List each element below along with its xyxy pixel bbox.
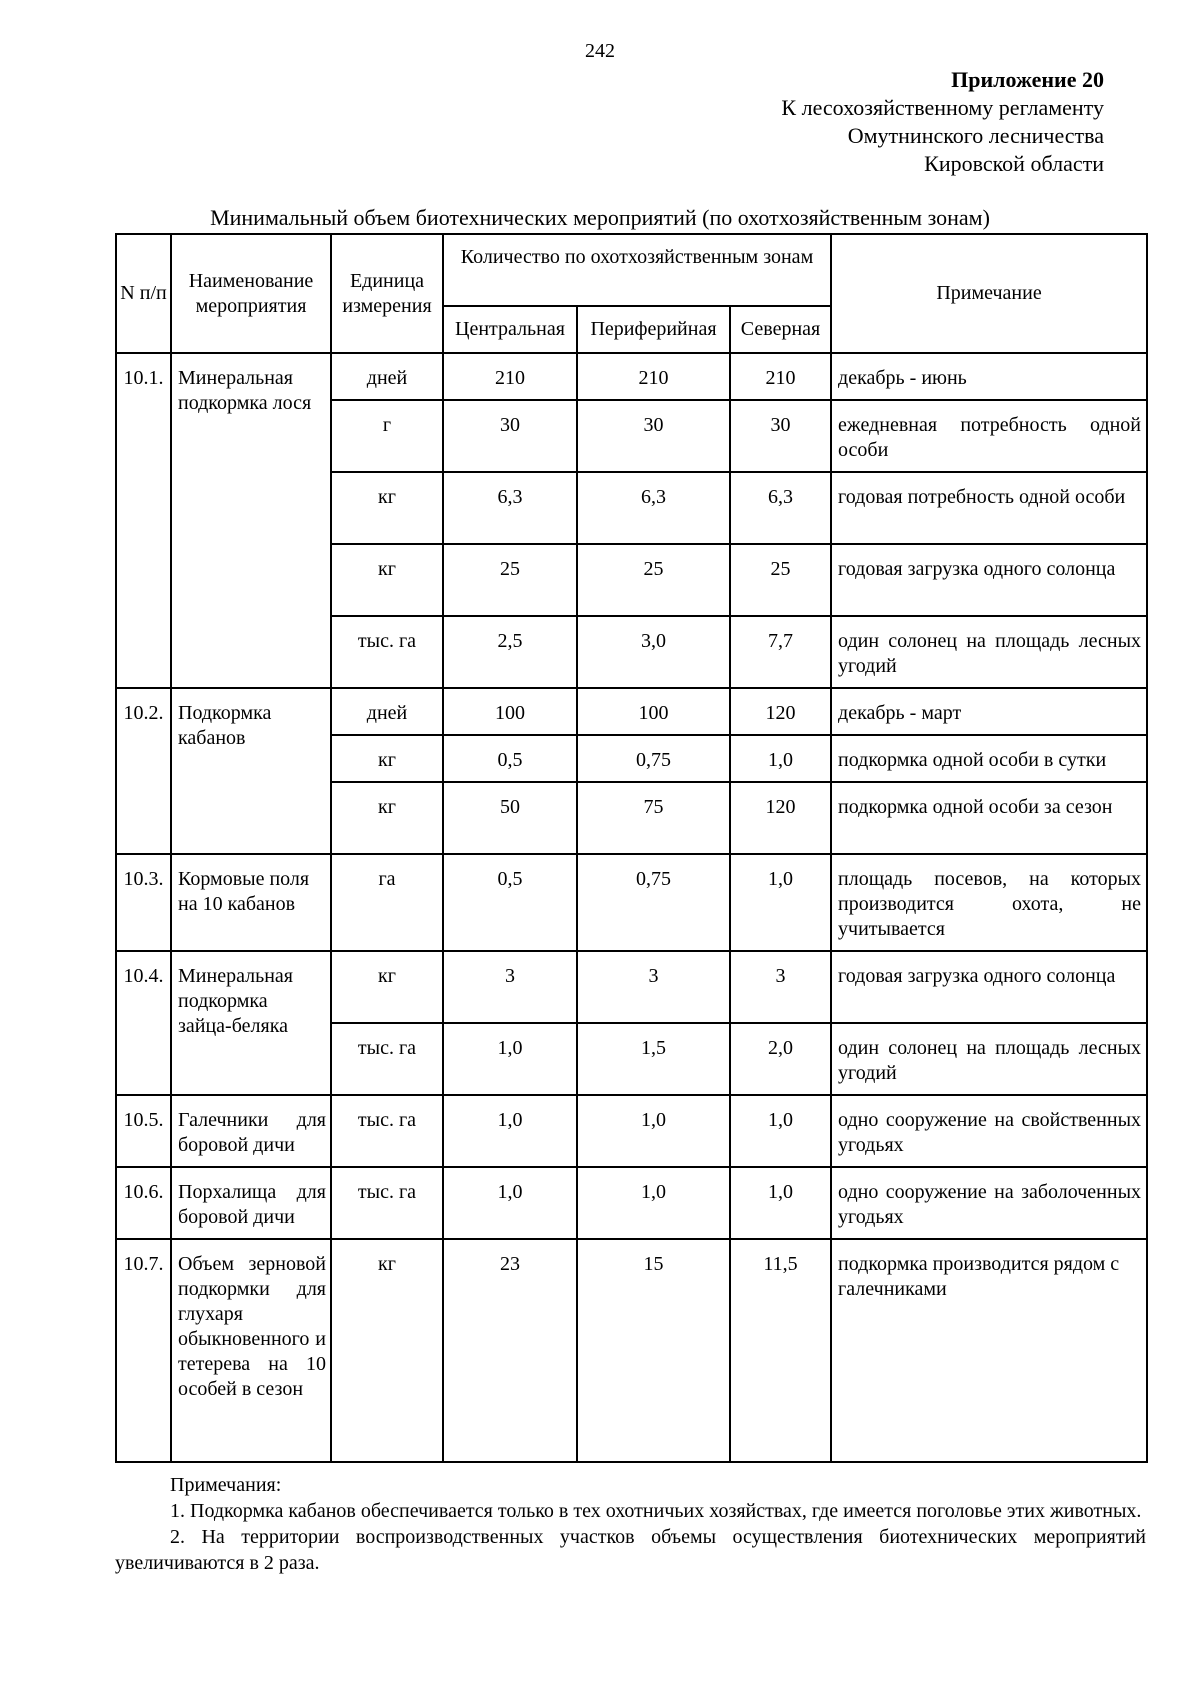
row-central: 23 (443, 1239, 577, 1462)
row-north: 6,3 (730, 472, 831, 544)
row-note: подкормка производится рядом с галечниками (831, 1239, 1147, 1462)
header-note: Примечание (831, 234, 1147, 353)
row-north: 1,0 (730, 854, 831, 951)
row-note: подкормка одной особи в сутки (831, 735, 1147, 782)
row-note: декабрь - март (831, 688, 1147, 735)
row-peripheral: 1,0 (577, 1095, 730, 1167)
row-unit: дней (331, 688, 443, 735)
row-peripheral: 25 (577, 544, 730, 616)
row-peripheral: 3,0 (577, 616, 730, 688)
row-note: декабрь - июнь (831, 353, 1147, 400)
row-peripheral: 1,5 (577, 1023, 730, 1095)
row-num: 10.7. (116, 1239, 171, 1462)
header-north: Северная (730, 306, 831, 353)
notes-section (115, 1472, 1146, 1576)
row-unit: г (331, 400, 443, 472)
table-row (116, 1239, 1147, 1462)
page-number: 242 (585, 40, 615, 62)
row-note: годовая потребность одной особи (831, 472, 1147, 544)
row-unit: кг (331, 1239, 443, 1462)
row-central: 50 (443, 782, 577, 854)
row-peripheral: 0,75 (577, 735, 730, 782)
row-unit: кг (331, 735, 443, 782)
row-name: Минеральная подкормка зайца-беляка (171, 951, 331, 1095)
row-note: годовая загрузка одного солонца (831, 951, 1147, 1023)
row-unit: тыс. га (331, 1023, 443, 1095)
row-central: 1,0 (443, 1167, 577, 1239)
row-unit: тыс. га (331, 1095, 443, 1167)
row-north: 1,0 (730, 1167, 831, 1239)
note-2-text: 2. На территории воспроизводственных участков объемы осуществления биотехнических мероприятий увеличиваются в 2 раза. (115, 1526, 1146, 1574)
row-name: Галечники для боровой дичи (171, 1095, 331, 1167)
row-num: 10.5. (116, 1095, 171, 1167)
row-note: одно сооружение на заболоченных угодьях (831, 1167, 1147, 1239)
table-row (116, 353, 1147, 400)
row-peripheral: 6,3 (577, 472, 730, 544)
row-north: 2,0 (730, 1023, 831, 1095)
row-note: ежедневная потребность одной особи (831, 400, 1147, 472)
notes-heading: Примечания: (170, 1474, 282, 1496)
header-peripheral: Периферийная (577, 306, 730, 353)
row-name: Кормовые поля на 10 кабанов (171, 854, 331, 951)
row-peripheral: 0,75 (577, 854, 730, 951)
row-unit: тыс. га (331, 1167, 443, 1239)
row-central: 210 (443, 353, 577, 400)
row-note: один солонец на площадь лесных угодий (831, 616, 1147, 688)
row-name: Объем зерновой подкормки для глухаря обыкновенного и тетерева на 10 особей в сезон (171, 1239, 331, 1462)
row-unit: кг (331, 472, 443, 544)
row-north: 1,0 (730, 735, 831, 782)
header-qty-group: Количество по охотхозяйственным зонам (443, 234, 831, 306)
row-peripheral: 210 (577, 353, 730, 400)
row-peripheral: 100 (577, 688, 730, 735)
row-peripheral: 15 (577, 1239, 730, 1462)
appendix-line-3: Кировской области (924, 151, 1104, 176)
row-central: 1,0 (443, 1023, 577, 1095)
table-row (116, 1167, 1147, 1239)
header-num: N п/п (116, 234, 171, 353)
note-1-text: 1. Подкормка кабанов обеспечивается только в тех охотничьих хозяйствах, где имеется поголовье этих животных. (170, 1500, 1142, 1522)
table-title: Минимальный объем биотехнических мероприятий (по охотхозяйственным зонам) (210, 205, 990, 230)
row-central: 1,0 (443, 1095, 577, 1167)
row-unit: га (331, 854, 443, 951)
row-num: 10.3. (116, 854, 171, 951)
row-num: 10.4. (116, 951, 171, 1095)
appendix-line-1: К лесохозяйственному регламенту (781, 95, 1104, 120)
row-unit: кг (331, 951, 443, 1023)
row-north: 7,7 (730, 616, 831, 688)
appendix-line-2: Омутнинского лесничества (847, 123, 1104, 148)
row-north: 1,0 (730, 1095, 831, 1167)
row-peripheral: 3 (577, 951, 730, 1023)
appendix-title: Приложение 20 (951, 67, 1104, 92)
row-central: 100 (443, 688, 577, 735)
table-row (116, 1095, 1147, 1167)
row-central: 2,5 (443, 616, 577, 688)
row-unit: кг (331, 544, 443, 616)
row-peripheral: 30 (577, 400, 730, 472)
appendix-header (781, 66, 1104, 178)
row-central: 3 (443, 951, 577, 1023)
table-row (116, 951, 1147, 1023)
header-unit: Единица измерения (331, 234, 443, 353)
row-north: 210 (730, 353, 831, 400)
table-row (116, 854, 1147, 951)
row-north: 30 (730, 400, 831, 472)
biotech-measures-table (115, 233, 1148, 1463)
row-central: 0,5 (443, 854, 577, 951)
row-name: Подкормка кабанов (171, 688, 331, 854)
row-central: 30 (443, 400, 577, 472)
header-name: Наименование мероприятия (171, 234, 331, 353)
row-peripheral: 75 (577, 782, 730, 854)
row-name: Порхалища для боровой дичи (171, 1167, 331, 1239)
row-note: одно сооружение на свойственных угодьях (831, 1095, 1147, 1167)
row-num: 10.1. (116, 353, 171, 688)
header-central: Центральная (443, 306, 577, 353)
note-2 (115, 1524, 1146, 1576)
row-num: 10.6. (116, 1167, 171, 1239)
row-central: 6,3 (443, 472, 577, 544)
row-unit: дней (331, 353, 443, 400)
table-row (116, 688, 1147, 735)
note-1 (115, 1498, 1146, 1524)
row-note: площадь посевов, на которых производится охота, не учитывается (831, 854, 1147, 951)
row-north: 25 (730, 544, 831, 616)
row-north: 120 (730, 688, 831, 735)
row-north: 11,5 (730, 1239, 831, 1462)
row-unit: тыс. га (331, 616, 443, 688)
row-num: 10.2. (116, 688, 171, 854)
row-central: 0,5 (443, 735, 577, 782)
row-note: один солонец на площадь лесных угодий (831, 1023, 1147, 1095)
row-note: подкормка одной особи за сезон (831, 782, 1147, 854)
row-name: Минеральная подкормка лося (171, 353, 331, 688)
row-unit: кг (331, 782, 443, 854)
row-central: 25 (443, 544, 577, 616)
row-peripheral: 1,0 (577, 1167, 730, 1239)
row-note: годовая загрузка одного солонца (831, 544, 1147, 616)
row-north: 3 (730, 951, 831, 1023)
row-north: 120 (730, 782, 831, 854)
